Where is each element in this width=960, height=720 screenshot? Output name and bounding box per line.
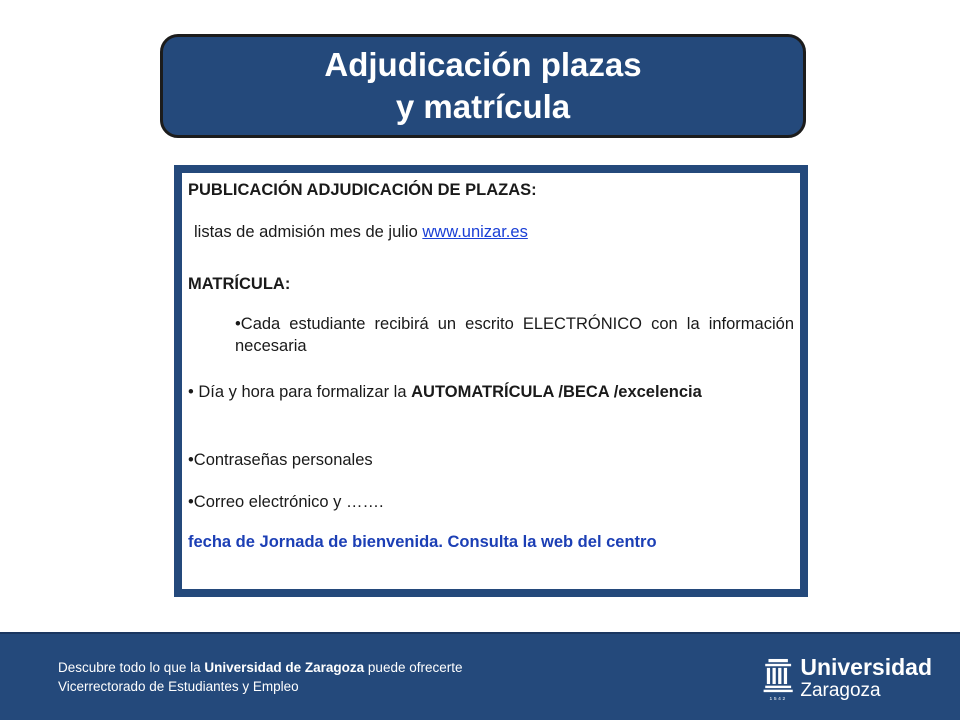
footer-line-1 [58, 658, 463, 677]
matricula-heading: MATRÍCULA: [188, 275, 291, 293]
welcome-day-note: fecha de Jornada de bienvenida. Consulta la web del centro [188, 533, 657, 551]
footer-line-2: Vicerrectorado de Estudiantes y Empleo [58, 679, 299, 694]
admission-lists-label: listas de admisión mes de julio [194, 223, 423, 241]
university-logo[interactable] [762, 652, 932, 710]
bullet-electronic-letter: •Cada estudiante recibirá un escrito ELECTRÓNICO con la información necesaria [235, 315, 794, 355]
bullet-passwords: •Contraseñas personales [188, 451, 373, 469]
logo-wordmark [800, 652, 932, 702]
footer-prefix: Descubre todo lo que la [58, 660, 205, 675]
bullet-date-time-text: • Día y hora para formalizar la [188, 383, 412, 401]
admission-lists-text [194, 221, 794, 243]
university-emblem-icon [762, 652, 794, 708]
bullet-automatricula: AUTOMATRÍCULA /BECA /excelencia [411, 383, 702, 401]
logo-name: Universidad [800, 654, 932, 680]
logo-city: Zaragoza [800, 680, 881, 701]
content-panel-inner [182, 173, 800, 589]
title-line-1: Adjudicación plazas [324, 46, 642, 83]
content-panel [174, 165, 808, 597]
title-line-2: y matrícula [395, 88, 571, 125]
unizar-link[interactable]: www.unizar.es [422, 223, 528, 241]
bullet-email: •Correo electrónico y ……. [188, 493, 384, 511]
logo-year: 1542 [769, 697, 787, 703]
footer-university: Universidad de Zaragoza [204, 660, 365, 675]
title-banner [160, 34, 806, 138]
footer-divider [0, 632, 960, 634]
footer-suffix: puede ofrecerte [364, 660, 463, 675]
footer-text [58, 658, 463, 696]
bullet-date-time [188, 381, 794, 403]
footer-bar [0, 632, 960, 720]
adjudicacion-heading: PUBLICACIÓN ADJUDICACIÓN DE PLAZAS: [188, 181, 537, 199]
